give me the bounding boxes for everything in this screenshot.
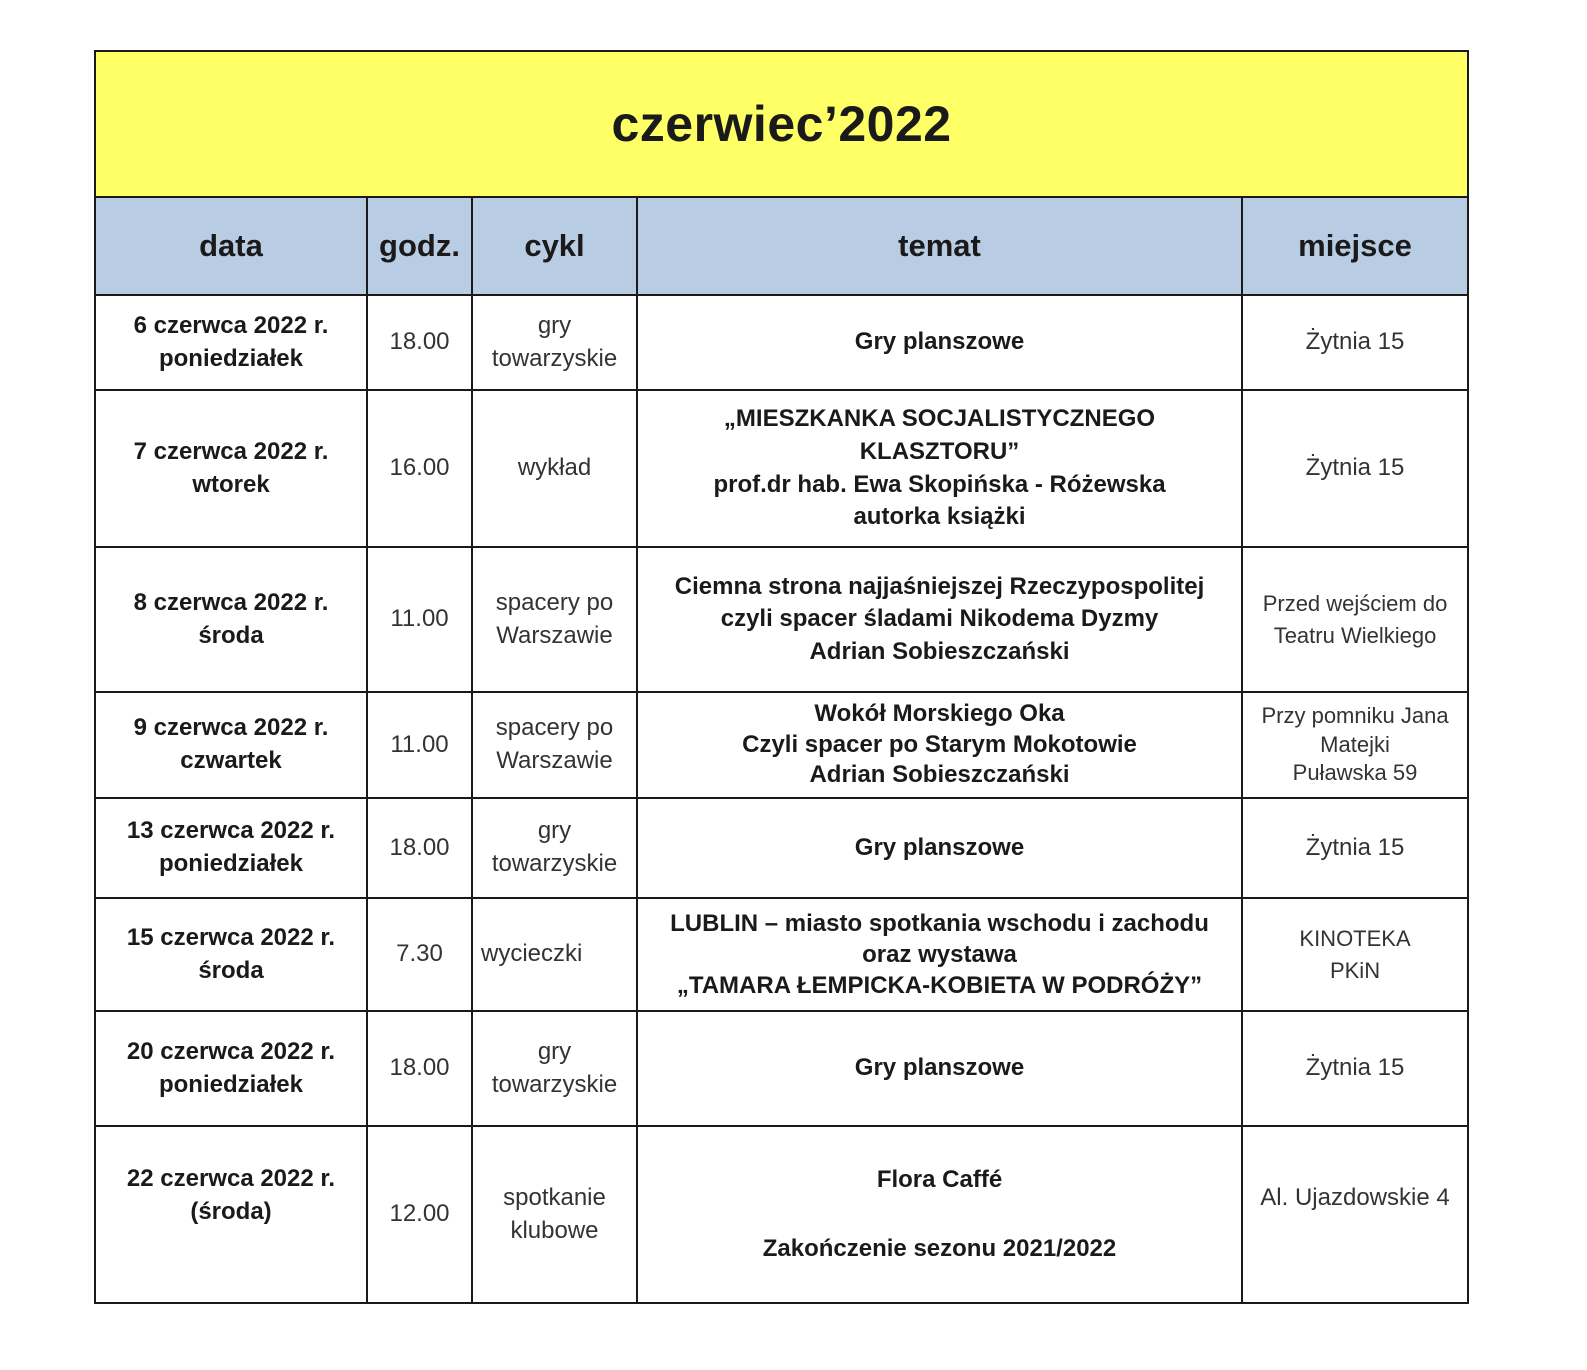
cycle-cell [472,898,637,1011]
date-cell [95,692,367,798]
table-row [95,1011,1468,1126]
date-cell [95,390,367,547]
date-text: 7 czerwca 2022 r. [133,437,329,465]
topic-text: autorka książki [853,503,1026,531]
topic-text: oraz wystawa [862,940,1017,968]
schedule-table [94,50,1469,1304]
column-header-cykl: cykl [472,197,637,295]
date-cell [95,798,367,898]
cycle-text: Warszawie [496,747,613,774]
place-cell [1242,1011,1468,1126]
topic-spacer [644,1197,1235,1233]
topic-text: Ciemna strona najjaśniejszej Rzeczypospolitej [674,572,1205,600]
place-text: Al. Ujazdowskie 4 [1260,1184,1450,1211]
column-header-data: data [95,197,367,295]
place-cell [1242,1126,1468,1303]
topic-text: Gry planszowe [854,1054,1025,1082]
place-text: Matejki [1320,731,1390,757]
place-text: Przed wejściem do [1262,591,1448,617]
date-cell [95,547,367,692]
place-text: Żytnia 15 [1305,328,1405,356]
cycle-text: wykład [517,454,592,482]
table-row [95,798,1468,898]
table-row [95,692,1468,798]
weekday-text: poniedziałek [158,344,304,372]
place-text: Żytnia 15 [1305,1054,1405,1082]
time-cell: 18.00 [367,295,472,390]
cycle-text: gry [537,1037,572,1065]
weekday-text: poniedziałek [158,850,304,877]
topic-text: Gry planszowe [854,833,1025,861]
date-cell [95,295,367,390]
table-row [95,1126,1468,1303]
schedule-title: czerwiec’2022 [95,51,1468,197]
date-text: 6 czerwca 2022 r. [133,311,329,339]
weekday-text: środa [198,621,264,649]
date-text: 22 czerwca 2022 r. [126,1165,336,1192]
topic-text: „TAMARA ŁEMPICKA-KOBIETA W PODRÓŻY” [676,972,1203,1000]
place-text: KINOTEKA [1299,926,1411,952]
cycle-text: Warszawie [496,621,613,649]
header-row [95,197,1468,295]
weekday-text: (środa) [190,1197,272,1225]
topic-text: czyli spacer śladami Nikodema Dyzmy [720,605,1159,633]
time-cell: 12.00 [367,1126,472,1303]
place-cell [1242,295,1468,390]
column-header-temat: temat [637,197,1242,295]
time-cell: 18.00 [367,798,472,898]
cycle-cell [472,547,637,692]
place-text: Żytnia 15 [1305,454,1405,482]
cycle-cell [472,798,637,898]
column-header-miejsce: miejsce [1242,197,1468,295]
cycle-cell [472,692,637,798]
date-text: 9 czerwca 2022 r. [133,714,329,742]
place-text: Żytnia 15 [1305,833,1405,861]
date-text: 13 czerwca 2022 r. [126,817,336,845]
cycle-text: klubowe [510,1216,599,1244]
place-cell [1242,692,1468,798]
place-cell [1242,798,1468,898]
topic-text: Flora Caffé [876,1165,1003,1193]
topic-text: LUBLIN – miasto spotkania wschodu i zachodu [670,909,1209,937]
topic-cell [637,295,1242,390]
weekday-text: wtorek [192,470,270,498]
table-row [95,390,1468,547]
place-cell [1242,898,1468,1011]
time-cell: 11.00 [367,692,472,798]
cycle-cell [472,1011,637,1126]
topic-cell [637,692,1242,798]
place-text: PKiN [1329,957,1381,983]
table-row [95,898,1468,1011]
topic-text: Zakończenie sezonu 2021/2022 [762,1234,1117,1262]
weekday-text: poniedziałek [158,1070,304,1098]
place-text: Przy pomniku Jana [1261,703,1449,729]
topic-text: „MIESZKANKA SOCJALISTYCZNEGO KLASZTORU” [723,405,1156,465]
cycle-text: gry [537,311,572,339]
cycle-text: spacery po [495,714,614,742]
topic-text: Czyli spacer po Starym Mokotowie [742,730,1137,758]
place-cell [1242,547,1468,692]
weekday-text: środa [198,956,264,984]
cycle-text: spotkanie [503,1183,606,1211]
topic-text: Adrian Sobieszczański [809,637,1070,665]
cycle-cell [472,390,637,547]
topic-text: Gry planszowe [854,328,1025,356]
topic-cell [637,1126,1242,1303]
cycle-text: gry [537,817,572,845]
column-header-godz: godz. [367,197,472,295]
cycle-cell [472,295,637,390]
date-cell [95,1011,367,1126]
cycle-text: towarzyskie [491,850,618,877]
cycle-text: towarzyskie [491,1070,618,1098]
time-cell: 16.00 [367,390,472,547]
cycle-text: wycieczki [481,940,583,968]
date-cell [95,898,367,1011]
topic-cell [637,390,1242,547]
topic-cell [637,898,1242,1011]
table-row [95,295,1468,390]
date-text: 20 czerwca 2022 r. [126,1037,336,1065]
date-cell [95,1126,367,1303]
topic-text: prof.dr hab. Ewa Skopińska - Różewska [713,470,1166,498]
time-cell: 11.00 [367,547,472,692]
topic-cell [637,1011,1242,1126]
topic-text: Adrian Sobieszczański [809,761,1070,789]
cycle-text: towarzyskie [491,344,618,372]
topic-text: Wokół Morskiego Oka [814,699,1065,727]
date-text: 15 czerwca 2022 r. [126,923,336,951]
date-text: 8 czerwca 2022 r. [133,588,329,616]
title-row [95,51,1468,197]
topic-cell [637,547,1242,692]
cycle-cell [472,1126,637,1303]
topic-cell [637,798,1242,898]
time-cell: 18.00 [367,1011,472,1126]
place-cell [1242,390,1468,547]
cycle-text: spacery po [495,588,614,616]
time-cell: 7.30 [367,898,472,1011]
weekday-text: czwartek [180,747,282,774]
place-text: Puławska 59 [1292,760,1418,786]
place-text: Teatru Wielkiego [1273,622,1437,648]
table-row [95,547,1468,692]
